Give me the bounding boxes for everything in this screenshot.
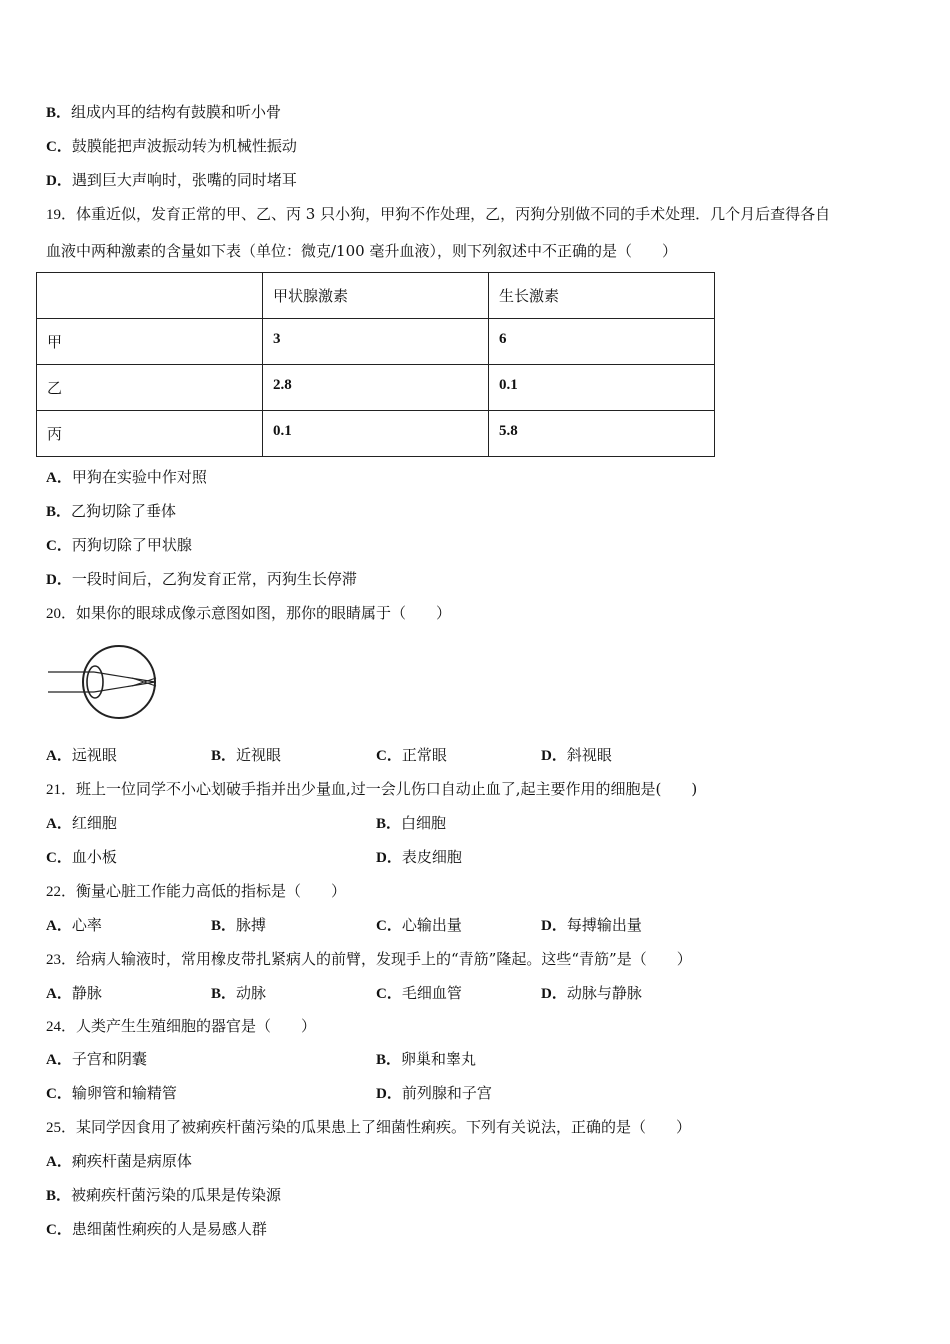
q24-option-a <box>46 1049 147 1070</box>
q19-option-d <box>46 569 357 590</box>
option-text: 卵巢和睾丸 <box>401 1050 477 1068</box>
option-letter: D． <box>46 173 72 189</box>
option-text: 斜视眼 <box>566 746 612 764</box>
option-letter: C． <box>46 139 72 155</box>
q19-option-c <box>46 535 192 556</box>
question-number: 20． <box>46 606 77 622</box>
option-text: 每搏输出量 <box>566 916 642 934</box>
question-text: 给病人输液时，常用橡皮带扎紧病人的前臂，发现手上的“青筋”隆起。这些“青筋”是（ ） <box>76 950 692 968</box>
option-letter: B． <box>46 105 72 121</box>
question-text: 人类产生生殖细胞的器官是（ ） <box>76 1017 317 1035</box>
q20-stem <box>46 603 451 624</box>
table-cell: 乙 <box>37 365 263 411</box>
option-text: 痢疾杆菌是病原体 <box>71 1152 192 1170</box>
option-text: 白细胞 <box>401 814 447 832</box>
question-text: 衡量心脏工作能力高低的指标是（ ） <box>76 882 347 900</box>
option-text: 被痢疾杆菌污染的瓜果是传染源 <box>71 1186 282 1204</box>
option-letter: B． <box>376 816 402 832</box>
option-text: 鼓膜能把声波振动转为机械性振动 <box>71 137 297 155</box>
table-cell: 3 <box>263 319 489 365</box>
question-text: 班上一位同学不小心划破手指并出少量血,过一会儿伤口自动止血了,起主要作用的细胞是( ) <box>76 780 698 798</box>
option-letter: D． <box>541 918 567 934</box>
option-text: 乙狗切除了垂体 <box>71 502 177 520</box>
table-row <box>37 411 715 457</box>
option-text: 甲狗在实验中作对照 <box>71 468 207 486</box>
option-text: 患细菌性痢疾的人是易感人群 <box>71 1220 267 1238</box>
table-cell: 0.1 <box>263 411 489 457</box>
option-text: 表皮细胞 <box>401 848 462 866</box>
q21-option-d <box>376 847 462 868</box>
question-text: 如果你的眼球成像示意图如图，那你的眼睛属于（ ） <box>76 604 452 622</box>
option-text: 遇到巨大声响时，张嘴的同时堵耳 <box>71 171 297 189</box>
option-letter: A． <box>46 986 72 1002</box>
q22-option-d <box>541 915 642 936</box>
option-letter: C． <box>376 918 402 934</box>
question-number: 23． <box>46 952 77 968</box>
q25-option-a <box>46 1151 192 1172</box>
option-text: 红细胞 <box>71 814 117 832</box>
q21-option-c <box>46 847 117 868</box>
option-letter: D． <box>541 748 567 764</box>
table-row <box>37 365 715 411</box>
table-header-cell: 甲状腺激素 <box>263 273 489 319</box>
q24-option-c <box>46 1083 177 1104</box>
q25-option-b <box>46 1185 281 1206</box>
question-number: 22． <box>46 884 77 900</box>
table-cell: 甲 <box>37 319 263 365</box>
hormone-table <box>36 272 715 457</box>
table-header-cell <box>37 273 263 319</box>
q20-option-b <box>211 745 281 766</box>
q22-option-c <box>376 915 462 936</box>
question-text: 血液中两种激素的含量如下表（单位：微克/100 毫升血液），则下列叙述中不正确的是（ ） <box>46 242 677 260</box>
eyeball-diagram <box>44 640 164 724</box>
question-number: 21． <box>46 782 77 798</box>
question-number: 25． <box>46 1120 77 1136</box>
option-letter: D． <box>541 986 567 1002</box>
question-text: 体重近似，发育正常的甲、乙、丙 3 只小狗，甲狗不作处理，乙，丙狗分别做不同的手术处理．几个月后查得各自 <box>76 205 831 223</box>
table-row <box>37 319 715 365</box>
option-letter: C． <box>46 1086 72 1102</box>
option-text: 心率 <box>71 916 102 934</box>
option-letter: A． <box>46 1052 72 1068</box>
option-text: 血小板 <box>71 848 117 866</box>
option-letter: B． <box>46 504 72 520</box>
option-letter: A． <box>46 748 72 764</box>
option-text: 输卵管和输精管 <box>71 1084 177 1102</box>
table-header-cell: 生长激素 <box>489 273 715 319</box>
option-text: 前列腺和子宫 <box>401 1084 492 1102</box>
q20-option-a <box>46 745 117 766</box>
option-letter: B． <box>211 748 237 764</box>
q24-option-d <box>376 1083 492 1104</box>
table-cell: 6 <box>489 319 715 365</box>
option-text: 动脉 <box>236 984 267 1002</box>
option-text: 动脉与静脉 <box>566 984 642 1002</box>
option-letter: D． <box>46 572 72 588</box>
option-text: 静脉 <box>71 984 102 1002</box>
option-text: 心输出量 <box>401 916 462 934</box>
q18-option-d <box>46 170 297 191</box>
option-letter: A． <box>46 816 72 832</box>
option-text: 组成内耳的结构有鼓膜和听小骨 <box>71 103 282 121</box>
option-text: 一段时间后，乙狗发育正常，丙狗生长停滞 <box>71 570 357 588</box>
option-letter: A． <box>46 918 72 934</box>
q18-option-b <box>46 102 281 123</box>
q18-option-c <box>46 136 297 157</box>
question-text: 某同学因食用了被痢疾杆菌污染的瓜果患上了细菌性痢疾。下列有关说法，正确的是（ ） <box>76 1118 692 1136</box>
option-text: 正常眼 <box>401 746 447 764</box>
option-text: 远视眼 <box>71 746 117 764</box>
option-text: 毛细血管 <box>401 984 462 1002</box>
table-cell: 丙 <box>37 411 263 457</box>
q23-option-a <box>46 983 102 1004</box>
option-letter: D． <box>376 1086 402 1102</box>
option-letter: D． <box>376 850 402 866</box>
lens <box>87 666 103 698</box>
q23-option-d <box>541 983 642 1004</box>
q22-stem <box>46 881 346 902</box>
q19-option-a <box>46 467 207 488</box>
option-letter: C． <box>46 850 72 866</box>
option-letter: A． <box>46 470 72 486</box>
q21-option-a <box>46 813 117 834</box>
q25-stem <box>46 1117 691 1138</box>
q20-option-d <box>541 745 612 766</box>
table-cell: 5.8 <box>489 411 715 457</box>
option-letter: A． <box>46 1154 72 1170</box>
table-cell: 0.1 <box>489 365 715 411</box>
question-number: 24． <box>46 1019 77 1035</box>
option-letter: C． <box>46 538 72 554</box>
q22-option-a <box>46 915 102 936</box>
q24-stem <box>46 1016 316 1037</box>
q19-option-b <box>46 501 176 522</box>
q21-stem <box>46 779 697 800</box>
table-cell: 2.8 <box>263 365 489 411</box>
table-header-row <box>37 273 715 319</box>
q25-option-c <box>46 1219 267 1240</box>
q21-option-b <box>376 813 446 834</box>
q19-stem-line1 <box>46 204 830 225</box>
option-text: 近视眼 <box>236 746 282 764</box>
q24-option-b <box>376 1049 476 1070</box>
q20-option-c <box>376 745 447 766</box>
option-text: 子宫和阴囊 <box>71 1050 147 1068</box>
option-letter: B． <box>46 1188 72 1204</box>
option-text: 脉搏 <box>236 916 267 934</box>
q22-option-b <box>211 915 266 936</box>
option-letter: C． <box>376 748 402 764</box>
option-letter: B． <box>376 1052 402 1068</box>
q23-stem <box>46 949 692 970</box>
option-letter: B． <box>211 918 237 934</box>
option-letter: C． <box>46 1222 72 1238</box>
q19-stem-line2 <box>46 241 677 261</box>
option-letter: B． <box>211 986 237 1002</box>
question-number: 19． <box>46 207 77 223</box>
q23-option-c <box>376 983 462 1004</box>
q23-option-b <box>211 983 266 1004</box>
option-text: 丙狗切除了甲状腺 <box>71 536 192 554</box>
option-letter: C． <box>376 986 402 1002</box>
